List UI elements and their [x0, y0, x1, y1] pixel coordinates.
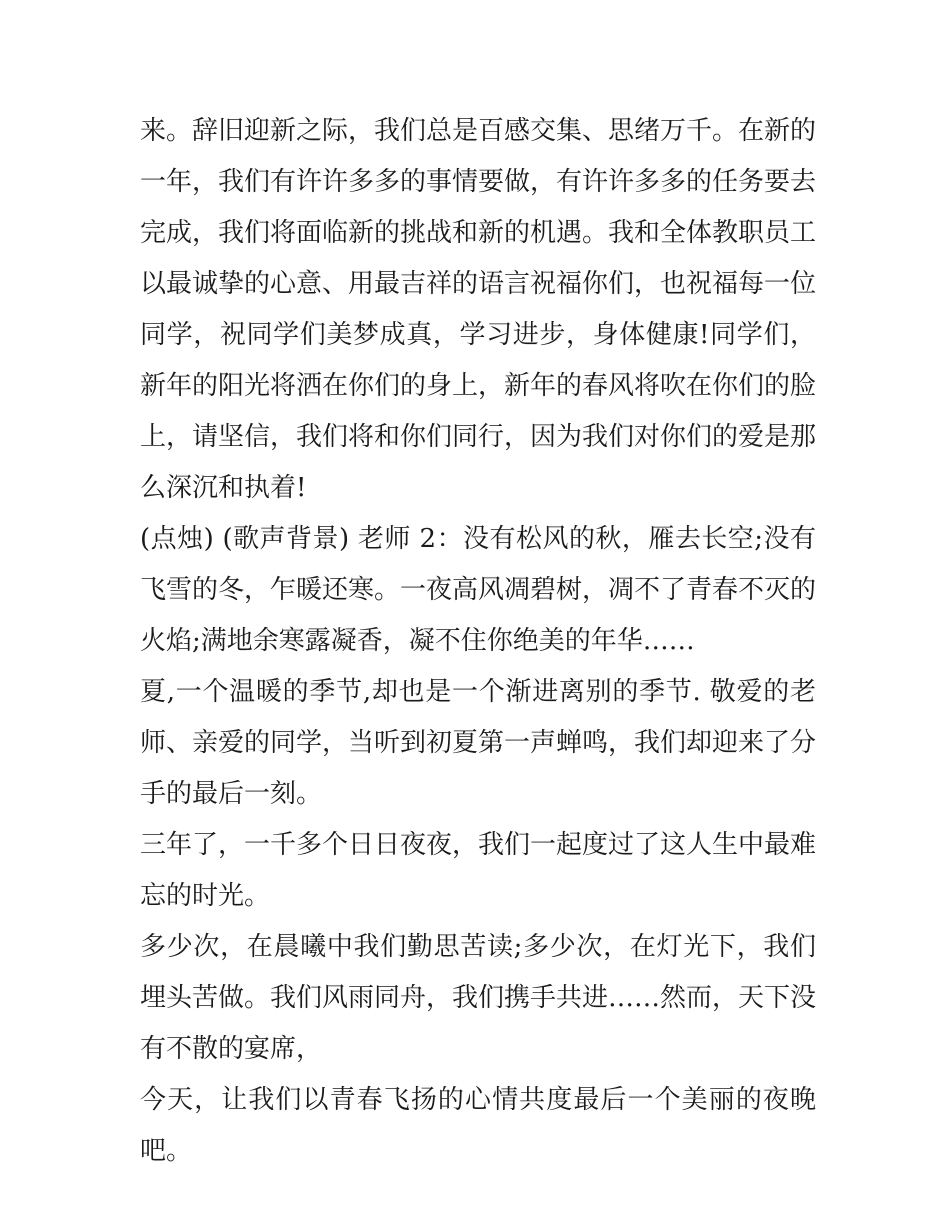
document-body: [140, 106, 816, 1177]
paragraph-3: 夏,一个温暖的季节,却也是一个渐进离别的季节. 敬爱的老师、亲爱的同学，当听到初夏第一声蝉鸣，我们却迎来了分手的最后一刻。: [140, 677, 817, 809]
paragraph-5: 多少次，在晨曦中我们勤思苦读;多少次，在灯光下，我们埋头苦做。我们风雨同舟，我们携手共进……然而，天下没有不散的宴席，: [140, 932, 817, 1064]
paragraph-6: 今天，让我们以青春飞扬的心情共度最后一个美丽的夜晚吧。: [140, 1085, 816, 1166]
paragraph-4: 三年了，一千多个日日夜夜，我们一起度过了这人生中最难忘的时光。: [140, 830, 817, 911]
paragraph-2: (点烛) (歌声背景) 老师 2：没有松风的秋，雁去长空;没有飞雪的冬，乍暖还寒。一夜高风凋碧树，凋不了青春不灭的火焰;满地余寒露凝香，凝不住你绝美的年华……: [140, 524, 817, 656]
paragraph-1: 来。辞旧迎新之际，我们总是百感交集、思绪万千。在新的一年，我们有许许多多的事情要做，有许许多多的任务要去完成，我们将面临新的挑战和新的机遇。我和全体教职员工以最诚挚的心意、用最吉祥的语言祝福你们，也祝福每一位同学，祝同学们美梦成真，学习进步，身体健康!同学们，新年的阳光将洒在你们的身上，新年的春风将吹在你们的脸上，请坚信，我们将和你们同行，因为我们对你们的爱是那么深沉和执着!: [140, 116, 817, 503]
